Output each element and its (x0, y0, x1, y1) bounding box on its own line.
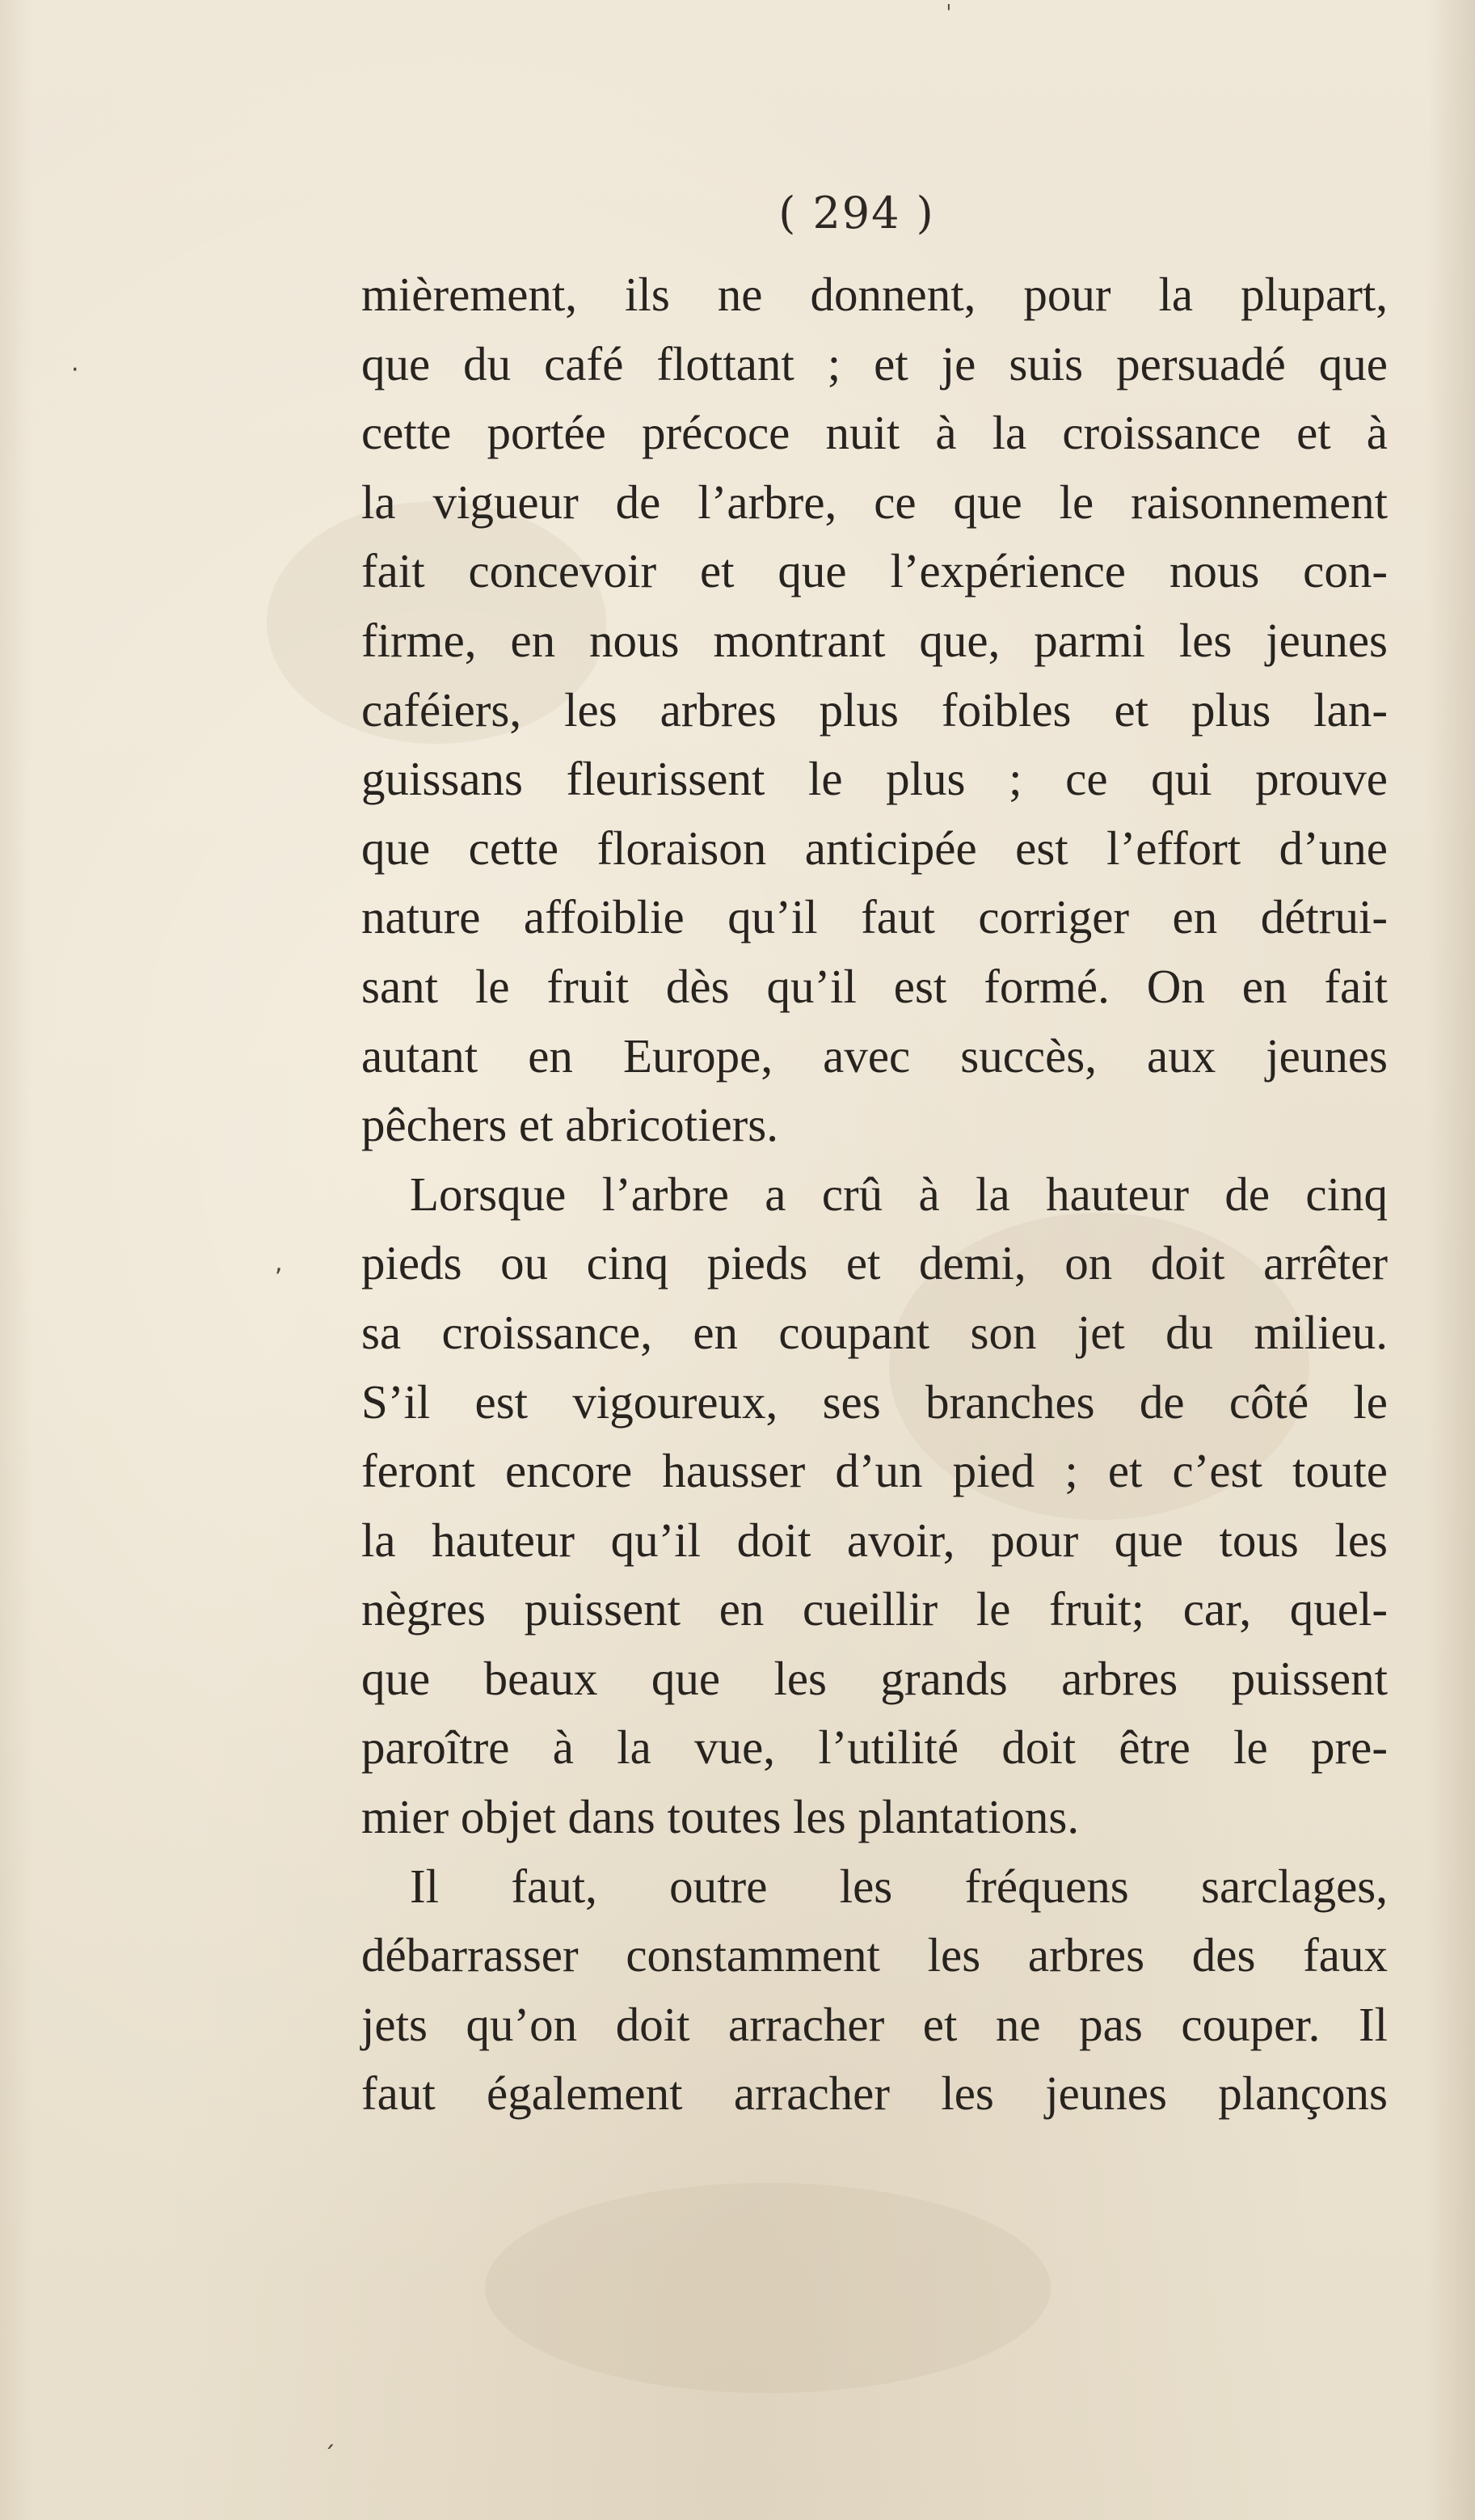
text-line: autant en Europe, avec succès, aux jeunes (361, 1028, 1388, 1083)
body-text (361, 260, 1388, 2129)
text-line: caféiers, les arbres plus foibles et plus lan- (361, 682, 1388, 737)
speck-mark: , (275, 1249, 283, 1277)
text-line: pêchers et abricotiers. (361, 1098, 778, 1152)
text-line: firme, en nous montrant que, parmi les jeunes (361, 613, 1388, 667)
text-line: mier objet dans toutes les plantations. (361, 1790, 1080, 1844)
text-line: jets qu’on doit arracher et ne pas couper. Il (361, 1997, 1388, 2051)
text-line: débarrasser constamment les arbres des faux (361, 1928, 1388, 1982)
text-line: faut également arracher les jeunes plançons (361, 2066, 1388, 2121)
text-line: paroître à la vue, l’utilité doit être le pre- (361, 1720, 1388, 1775)
text-line: mièrement, ils ne donnent, pour la plupart, (361, 268, 1388, 321)
text-line: guissans fleurissent le plus ; ce qui prouve (361, 752, 1388, 806)
text-line: pieds ou cinq pieds et demi, on doit arrêter (361, 1236, 1388, 1290)
text-line: S’il est vigoureux, ses branches de côté le (361, 1374, 1388, 1429)
text-line: nègres puissent en cueillir le fruit; car, quel- (361, 1582, 1388, 1636)
text-line: la vigueur de l’arbre, ce que le raisonnement (361, 475, 1388, 529)
text-line: que cette floraison anticipée est l’effort d’une (361, 821, 1388, 875)
speck-mark: · (71, 356, 79, 384)
speck-mark: ˏ (323, 2421, 335, 2450)
page-number: ( 294 ) (778, 188, 935, 238)
text-line: fait concevoir et que l’expérience nous con- (361, 544, 1388, 598)
text-line: cette portée précoce nuit à la croissance et à (361, 406, 1388, 460)
text-line: sant le fruit dès qu’il est formé. On en fait (361, 959, 1388, 1013)
text-line: sa croissance, en coupant son jet du milieu. (361, 1305, 1388, 1359)
text-line: Il faut, outre les fréquens sarclages, (410, 1859, 1388, 1913)
text-line: nature affoiblie qu’il faut corriger en détrui- (361, 890, 1388, 944)
text-line: que beaux que les grands arbres puissent (361, 1651, 1388, 1705)
paper-stain (485, 2183, 1051, 2393)
page-right-edge (1427, 0, 1475, 2520)
page-left-edge (0, 0, 32, 2520)
text-line: feront encore hausser d’un pied ; et c’est toute (361, 1444, 1388, 1498)
text-line: que du café flottant ; et je suis persuadé que (361, 336, 1388, 390)
text-line: la hauteur qu’il doit avoir, pour que tous les (361, 1513, 1388, 1567)
printer-mark: ˈ (946, 0, 952, 27)
text-line: Lorsque l’arbre a crû à la hauteur de cinq (410, 1167, 1388, 1221)
